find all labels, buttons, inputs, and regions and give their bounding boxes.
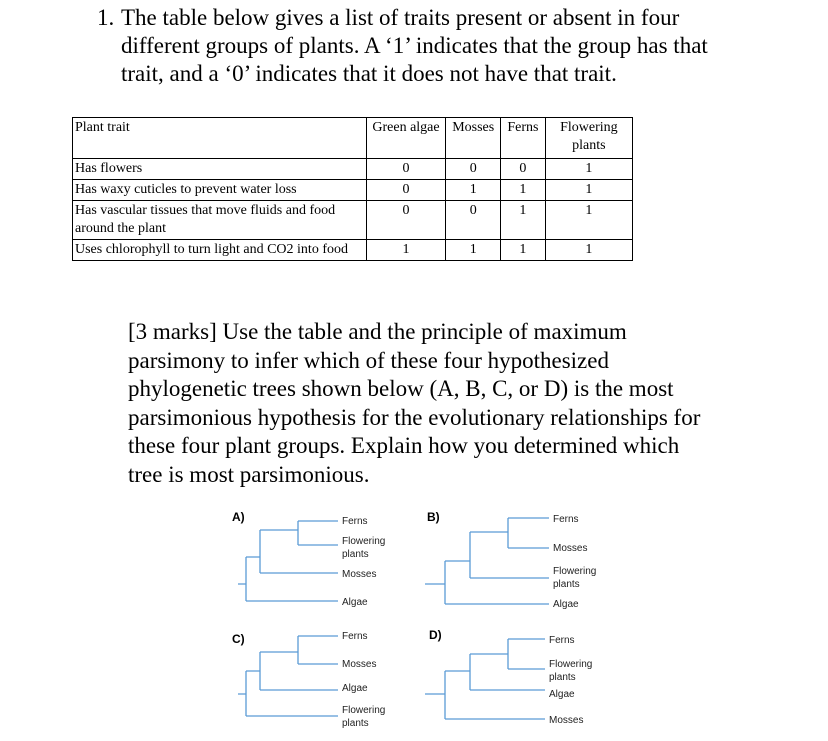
traits-table <box>72 117 633 261</box>
trait-cell: Has flowers <box>73 159 367 180</box>
tree-b <box>425 508 625 618</box>
value-cell: 1 <box>545 240 632 261</box>
leaf-label: Flowering plants <box>342 536 386 560</box>
leaf-label: Algae <box>342 683 368 694</box>
leaf-label: Ferns <box>342 631 368 642</box>
leaf-label: Ferns <box>549 635 575 646</box>
leaf-label: Flowering plants <box>553 566 597 590</box>
tree-label: B) <box>427 510 440 524</box>
value-cell: 1 <box>501 240 546 261</box>
tree-c <box>228 626 428 736</box>
tree-label: C) <box>232 632 245 646</box>
value-cell: 1 <box>446 180 501 201</box>
tree-c-branches <box>228 626 348 731</box>
question-line: The table below gives a list of traits present or absent in four <box>121 5 680 30</box>
header-flowering-plants: Flowering plants <box>545 118 632 159</box>
prompt-text <box>128 318 808 490</box>
prompt-line: parsimonious hypothesis for the evolutionary relationships for <box>128 404 701 430</box>
question-number: 1. <box>97 5 115 30</box>
table-row <box>73 180 633 201</box>
value-cell: 1 <box>545 180 632 201</box>
header-plant-trait: Plant trait <box>73 118 367 159</box>
leaf-label: Algae <box>553 599 579 610</box>
value-cell: 1 <box>501 201 546 240</box>
header-green-algae: Green algae <box>366 118 446 159</box>
trait-cell: Uses chlorophyll to turn light and CO2 into food <box>73 240 367 261</box>
table-row <box>73 240 633 261</box>
leaf-label: Mosses <box>342 569 377 580</box>
leaf-label: Algae <box>549 689 575 700</box>
value-cell: 0 <box>501 159 546 180</box>
leaf-label: Ferns <box>342 516 368 527</box>
leaf-label: Flowering plants <box>549 659 593 683</box>
table-header-row <box>73 118 633 159</box>
trait-cell: Has waxy cuticles to prevent water loss <box>73 180 367 201</box>
leaf-label: Algae <box>342 597 368 608</box>
tree-label: A) <box>232 510 245 524</box>
value-cell: 1 <box>446 240 501 261</box>
leaf-label: Mosses <box>553 543 588 554</box>
tree-a <box>228 508 428 618</box>
leaf-label: Flowering plants <box>342 705 386 729</box>
value-cell: 0 <box>446 159 501 180</box>
table-row <box>73 201 633 240</box>
header-mosses: Mosses <box>446 118 501 159</box>
question-line: trait, and a ‘0’ indicates that it does not have that trait. <box>121 61 617 86</box>
leaf-label: Ferns <box>553 514 579 525</box>
tree-a-branches <box>228 508 348 613</box>
value-cell: 1 <box>545 201 632 240</box>
question-line: different groups of plants. A ‘1’ indicates that the group has that <box>121 33 708 58</box>
prompt-line: these four plant groups. Explain how you determined which <box>128 433 680 459</box>
prompt-line: parsimony to infer which of these four hypothesized <box>128 347 609 373</box>
leaf-label: Mosses <box>342 659 377 670</box>
value-cell: 0 <box>446 201 501 240</box>
value-cell: 0 <box>366 201 446 240</box>
prompt-line: tree is most parsimonious. <box>128 461 370 487</box>
tree-d <box>425 626 625 736</box>
tree-b-branches <box>425 508 555 613</box>
value-cell: 0 <box>366 180 446 201</box>
question-text <box>121 4 801 88</box>
table-row <box>73 159 633 180</box>
prompt-line: [3 marks] Use the table and the principle of maximum <box>128 319 627 344</box>
trait-cell: Has vascular tissues that move fluids and food around the plant <box>73 201 367 240</box>
tree-d-branches <box>425 626 555 731</box>
leaf-label: Mosses <box>549 715 584 726</box>
value-cell: 1 <box>501 180 546 201</box>
value-cell: 1 <box>366 240 446 261</box>
prompt-line: phylogenetic trees shown below (A, B, C, or D) is the most <box>128 376 674 402</box>
value-cell: 0 <box>366 159 446 180</box>
header-ferns: Ferns <box>501 118 546 159</box>
value-cell: 1 <box>545 159 632 180</box>
tree-label: D) <box>429 628 442 642</box>
